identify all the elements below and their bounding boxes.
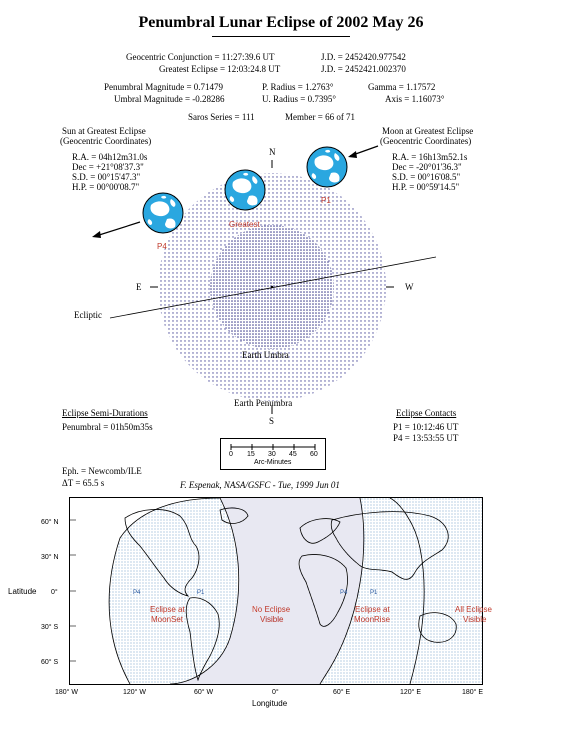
penumbra-label: Earth Penumbra [234,398,293,408]
lat-tick-60s: 60° S [41,659,59,666]
lat-tick-60n: 60° N [41,519,59,526]
region-all-visible-label-2: Visible [463,615,487,624]
longitude-axis-label: Longitude [252,699,288,708]
umbral-radius: U. Radius = 0.7395° [262,94,336,104]
ephemeris: Eph. = Newcomb/ILE [62,466,142,476]
lat-tick-0: 0° [51,589,58,596]
visibility-map [69,497,483,685]
moon-hp: H.P. = 00°59'14.5" [392,182,460,192]
greatest-eclipse-jd: J.D. = 2452421.002370 [321,64,406,74]
lat-tick-30n: 30° N [41,554,59,561]
semi-durations-heading: Eclipse Semi-Durations [62,408,148,418]
saros-member: Member = 66 of 71 [285,112,356,122]
west-label: W [405,282,414,292]
p1-label: P1 [321,196,331,205]
sun-heading: Sun at Greatest Eclipse [62,126,146,136]
penumbral-magnitude: Penumbral Magnitude = 0.71479 [104,82,224,92]
p4-label: P4 [157,242,167,251]
axis-value: Axis = 1.16073° [385,94,445,104]
region-moonset-label-1: Eclipse at [150,605,185,614]
map-contact-p1-east: P1 [370,590,378,596]
lon-tick-60e: 60° E [333,689,351,696]
region-no-eclipse-label-1: No Eclipse [252,605,291,614]
region-moonset-label-2: MoonSet [151,615,184,624]
delta-t: ΔT = 65.5 s [62,478,105,488]
scale-tick-0: 0 [229,451,233,458]
moon-greatest [225,170,265,210]
scale-tick-60: 60 [310,451,318,458]
east-label: E [136,282,142,292]
moon-ra: R.A. = 16h13m52.1s [392,152,468,162]
region-moonrise-label-2: MoonRise [354,615,391,624]
page-title: Penumbral Lunar Eclipse of 2002 May 26 [138,14,424,31]
moon-subheading: (Geocentric Coordinates) [380,136,472,146]
contacts-heading: Eclipse Contacts [396,408,457,418]
sun-subheading: (Geocentric Coordinates) [60,136,152,146]
ecliptic-label: Ecliptic [74,310,102,320]
lon-tick-60w: 60° W [194,689,214,696]
sun-hp: H.P. = 00°00'08.7" [72,182,140,192]
gamma-value: Gamma = 1.17572 [368,82,436,92]
conjunction-time: Geocentric Conjunction = 11:27:39.6 UT [126,52,275,62]
sun-dec: Dec = +21°08'37.3" [72,162,144,172]
moon-heading: Moon at Greatest Eclipse [382,126,474,136]
greatest-label: Greatest [229,220,260,229]
umbral-magnitude: Umbral Magnitude = -0.28286 [114,94,225,104]
region-moonset-shading [109,498,239,684]
lon-tick-180w: 180° W [55,689,79,696]
region-all-visible-label-1: All Eclipse [455,605,492,614]
lon-tick-120w: 120° W [123,689,147,696]
sun-sd: S.D. = 00°15'47.3" [72,172,141,182]
north-label: N [269,147,276,157]
map-contact-p1-west: P1 [197,590,205,596]
scale-label: Arc-Minutes [254,459,292,466]
moon-dec: Dec = -20°01'36.3" [392,162,462,172]
region-moonrise-label-1: Eclipse at [355,605,390,614]
lon-tick-120e: 120° E [400,689,422,696]
south-label: S [269,416,275,426]
latitude-axis-label: Latitude [8,587,37,596]
saros-series: Saros Series = 111 [188,112,255,122]
arc-minutes-scale [220,438,326,470]
conjunction-jd: J.D. = 2452420.977542 [321,52,406,62]
region-no-eclipse-label-2: Visible [260,615,284,624]
lon-tick-0: 0° [272,689,279,696]
scale-tick-30: 30 [268,451,276,458]
credit-line: F. Espenak, NASA/GSFC - Tue, 1999 Jun 01 [180,480,340,490]
moon-p1 [307,147,347,187]
penumbral-radius: P. Radius = 1.2763° [262,82,334,92]
scale-tick-45: 45 [289,451,297,458]
moon-sd: S.D. = 00°16'08.5" [392,172,461,182]
contact-p1: P1 = 10:12:46 UT [393,422,459,432]
lon-tick-180e: 180° E [462,689,484,696]
map-contact-p4-east: P4 [340,590,348,596]
map-contact-p4-west: P4 [133,590,141,596]
greatest-eclipse-time: Greatest Eclipse = 12:03:24.8 UT [159,64,281,74]
contact-p4: P4 = 13:53:55 UT [393,433,459,443]
scale-tick-15: 15 [247,451,255,458]
moon-motion-arrow-out [96,222,140,236]
sun-ra: R.A. = 04h12m31.0s [72,152,148,162]
moon-p4 [143,193,183,233]
penumbral-duration: Penumbral = 01h50m35s [62,422,153,432]
lat-tick-30s: 30° S [41,624,59,631]
umbra-label: Earth Umbra [242,350,289,360]
